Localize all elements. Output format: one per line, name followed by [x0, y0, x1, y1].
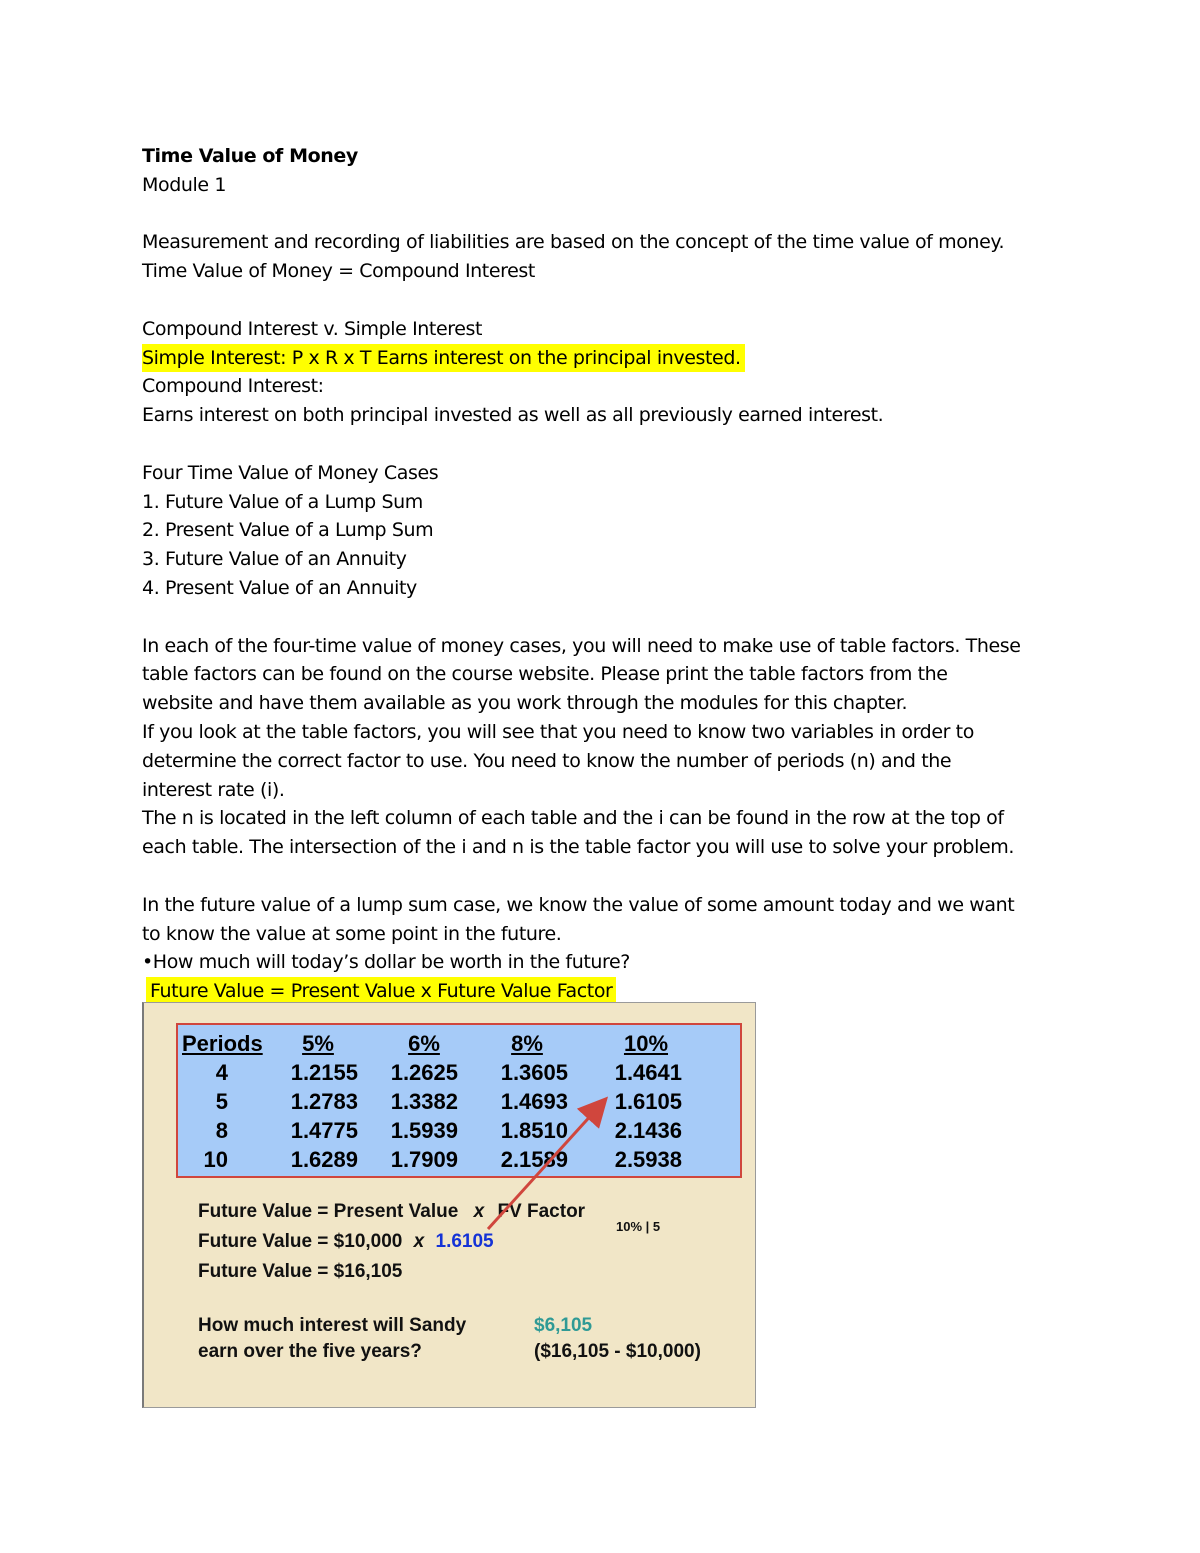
- highlighted-factor-value: 1.6105: [435, 1231, 494, 1252]
- doc-title: Time Value of Money: [142, 145, 358, 167]
- header-periods: Periods: [182, 1031, 263, 1056]
- factor-cell: 1.3605: [500, 1060, 568, 1085]
- factor-cell: 1.2625: [390, 1060, 458, 1085]
- factor-cell: 1.8510: [500, 1118, 568, 1143]
- case-item: 4. Present Value of an Annuity: [142, 576, 417, 599]
- factor-subscript: 10% | 5: [616, 1219, 661, 1234]
- location-paragraph-line: The n is located in the left column of each table and the i can be found in the row at the top of: [142, 807, 1004, 830]
- fv-example-slide: [142, 1002, 756, 1408]
- factors-paragraph-line: website and have them available as you work through the modules for this chapter.: [142, 692, 908, 715]
- intro-line-1: Measurement and recording of liabilities are based on the concept of the time value of money.: [142, 231, 1005, 254]
- simple-interest-highlight: Simple Interest: P x R x T Earns interest on the principal invested.: [142, 344, 745, 373]
- case-item: 3. Future Value of an Annuity: [142, 548, 407, 571]
- period-cell: 5: [215, 1089, 228, 1114]
- case-item: 2. Present Value of a Lump Sum: [142, 519, 434, 542]
- module-label: Module 1: [142, 173, 227, 196]
- interest-answer: $6,105: [534, 1315, 593, 1336]
- fv-formula-highlight: Future Value = Present Value x Future Value Factor: [146, 977, 616, 1006]
- question-line-1: How much interest will Sandy: [198, 1315, 467, 1336]
- formula-line-2: Future Value = $10,000 x 1.6105: [198, 1231, 494, 1252]
- interest-calculation: ($16,105 - $10,000): [534, 1341, 701, 1362]
- factor-cell: 1.7909: [390, 1147, 458, 1172]
- factor-cell: 1.2155: [290, 1060, 358, 1085]
- factors-paragraph-line: In each of the four-time value of money cases, you will need to make use of table factors. These: [142, 634, 1021, 657]
- location-paragraph-line: each table. The intersection of the i and n is the table factor you will use to solve your problem.: [142, 836, 1014, 859]
- factor-cell: 2.1589: [500, 1147, 568, 1172]
- formula-line-1: Future Value = Present Value x FV Factor: [198, 1201, 586, 1222]
- factor-cell: 1.4775: [290, 1118, 358, 1143]
- factor-cell: 1.2783: [290, 1089, 358, 1114]
- factor-cell: 1.6289: [290, 1147, 358, 1172]
- header-rate: 6%: [408, 1031, 440, 1056]
- cases-heading: Four Time Value of Money Cases: [142, 461, 439, 484]
- document-body: [142, 142, 1072, 1006]
- factor-cell: 1.5939: [390, 1118, 458, 1143]
- period-cell: 4: [215, 1060, 228, 1085]
- lump-sum-paragraph-line: In the future value of a lump sum case, we know the value of some amount today and we want: [142, 893, 1015, 916]
- variables-paragraph-line: If you look at the table factors, you will see that you need to know two variables in order to: [142, 720, 974, 743]
- factor-cell-highlighted: 1.6105: [614, 1089, 682, 1114]
- header-rate: 10%: [623, 1031, 669, 1056]
- period-cell: 10: [203, 1147, 228, 1172]
- compound-heading: Compound Interest:: [142, 375, 324, 398]
- formula-line-3: Future Value = $16,105: [198, 1261, 403, 1282]
- header-rate: 5%: [302, 1031, 334, 1056]
- factors-paragraph-line: table factors can be found on the course website. Please print the table factors from the: [142, 663, 948, 686]
- intro-line-2: Time Value of Money = Compound Interest: [142, 260, 535, 283]
- lump-sum-paragraph-line: to know the value at some point in the future.: [142, 922, 562, 945]
- factor-cell: 1.4641: [614, 1060, 682, 1085]
- case-item: 1. Future Value of a Lump Sum: [142, 490, 423, 513]
- factor-cell: 1.3382: [390, 1089, 458, 1114]
- question-line-2: earn over the five years?: [198, 1341, 422, 1362]
- compare-heading: Compound Interest v. Simple Interest: [142, 317, 483, 340]
- bullet-question: •How much will today’s dollar be worth in the future?: [142, 951, 630, 974]
- period-cell: 8: [215, 1118, 228, 1143]
- variables-paragraph-line: determine the correct factor to use. You need to know the number of periods (n) and the: [142, 749, 952, 772]
- factor-cell: 2.5938: [614, 1147, 682, 1172]
- compound-description: Earns interest on both principal invested as well as all previously earned interest.: [142, 404, 884, 427]
- factor-cell: 2.1436: [614, 1118, 682, 1143]
- pointer-arrow: [144, 1003, 758, 1409]
- variables-paragraph-line: interest rate (i).: [142, 778, 285, 801]
- factor-cell: 1.4693: [500, 1089, 568, 1114]
- header-rate: 8%: [511, 1031, 543, 1056]
